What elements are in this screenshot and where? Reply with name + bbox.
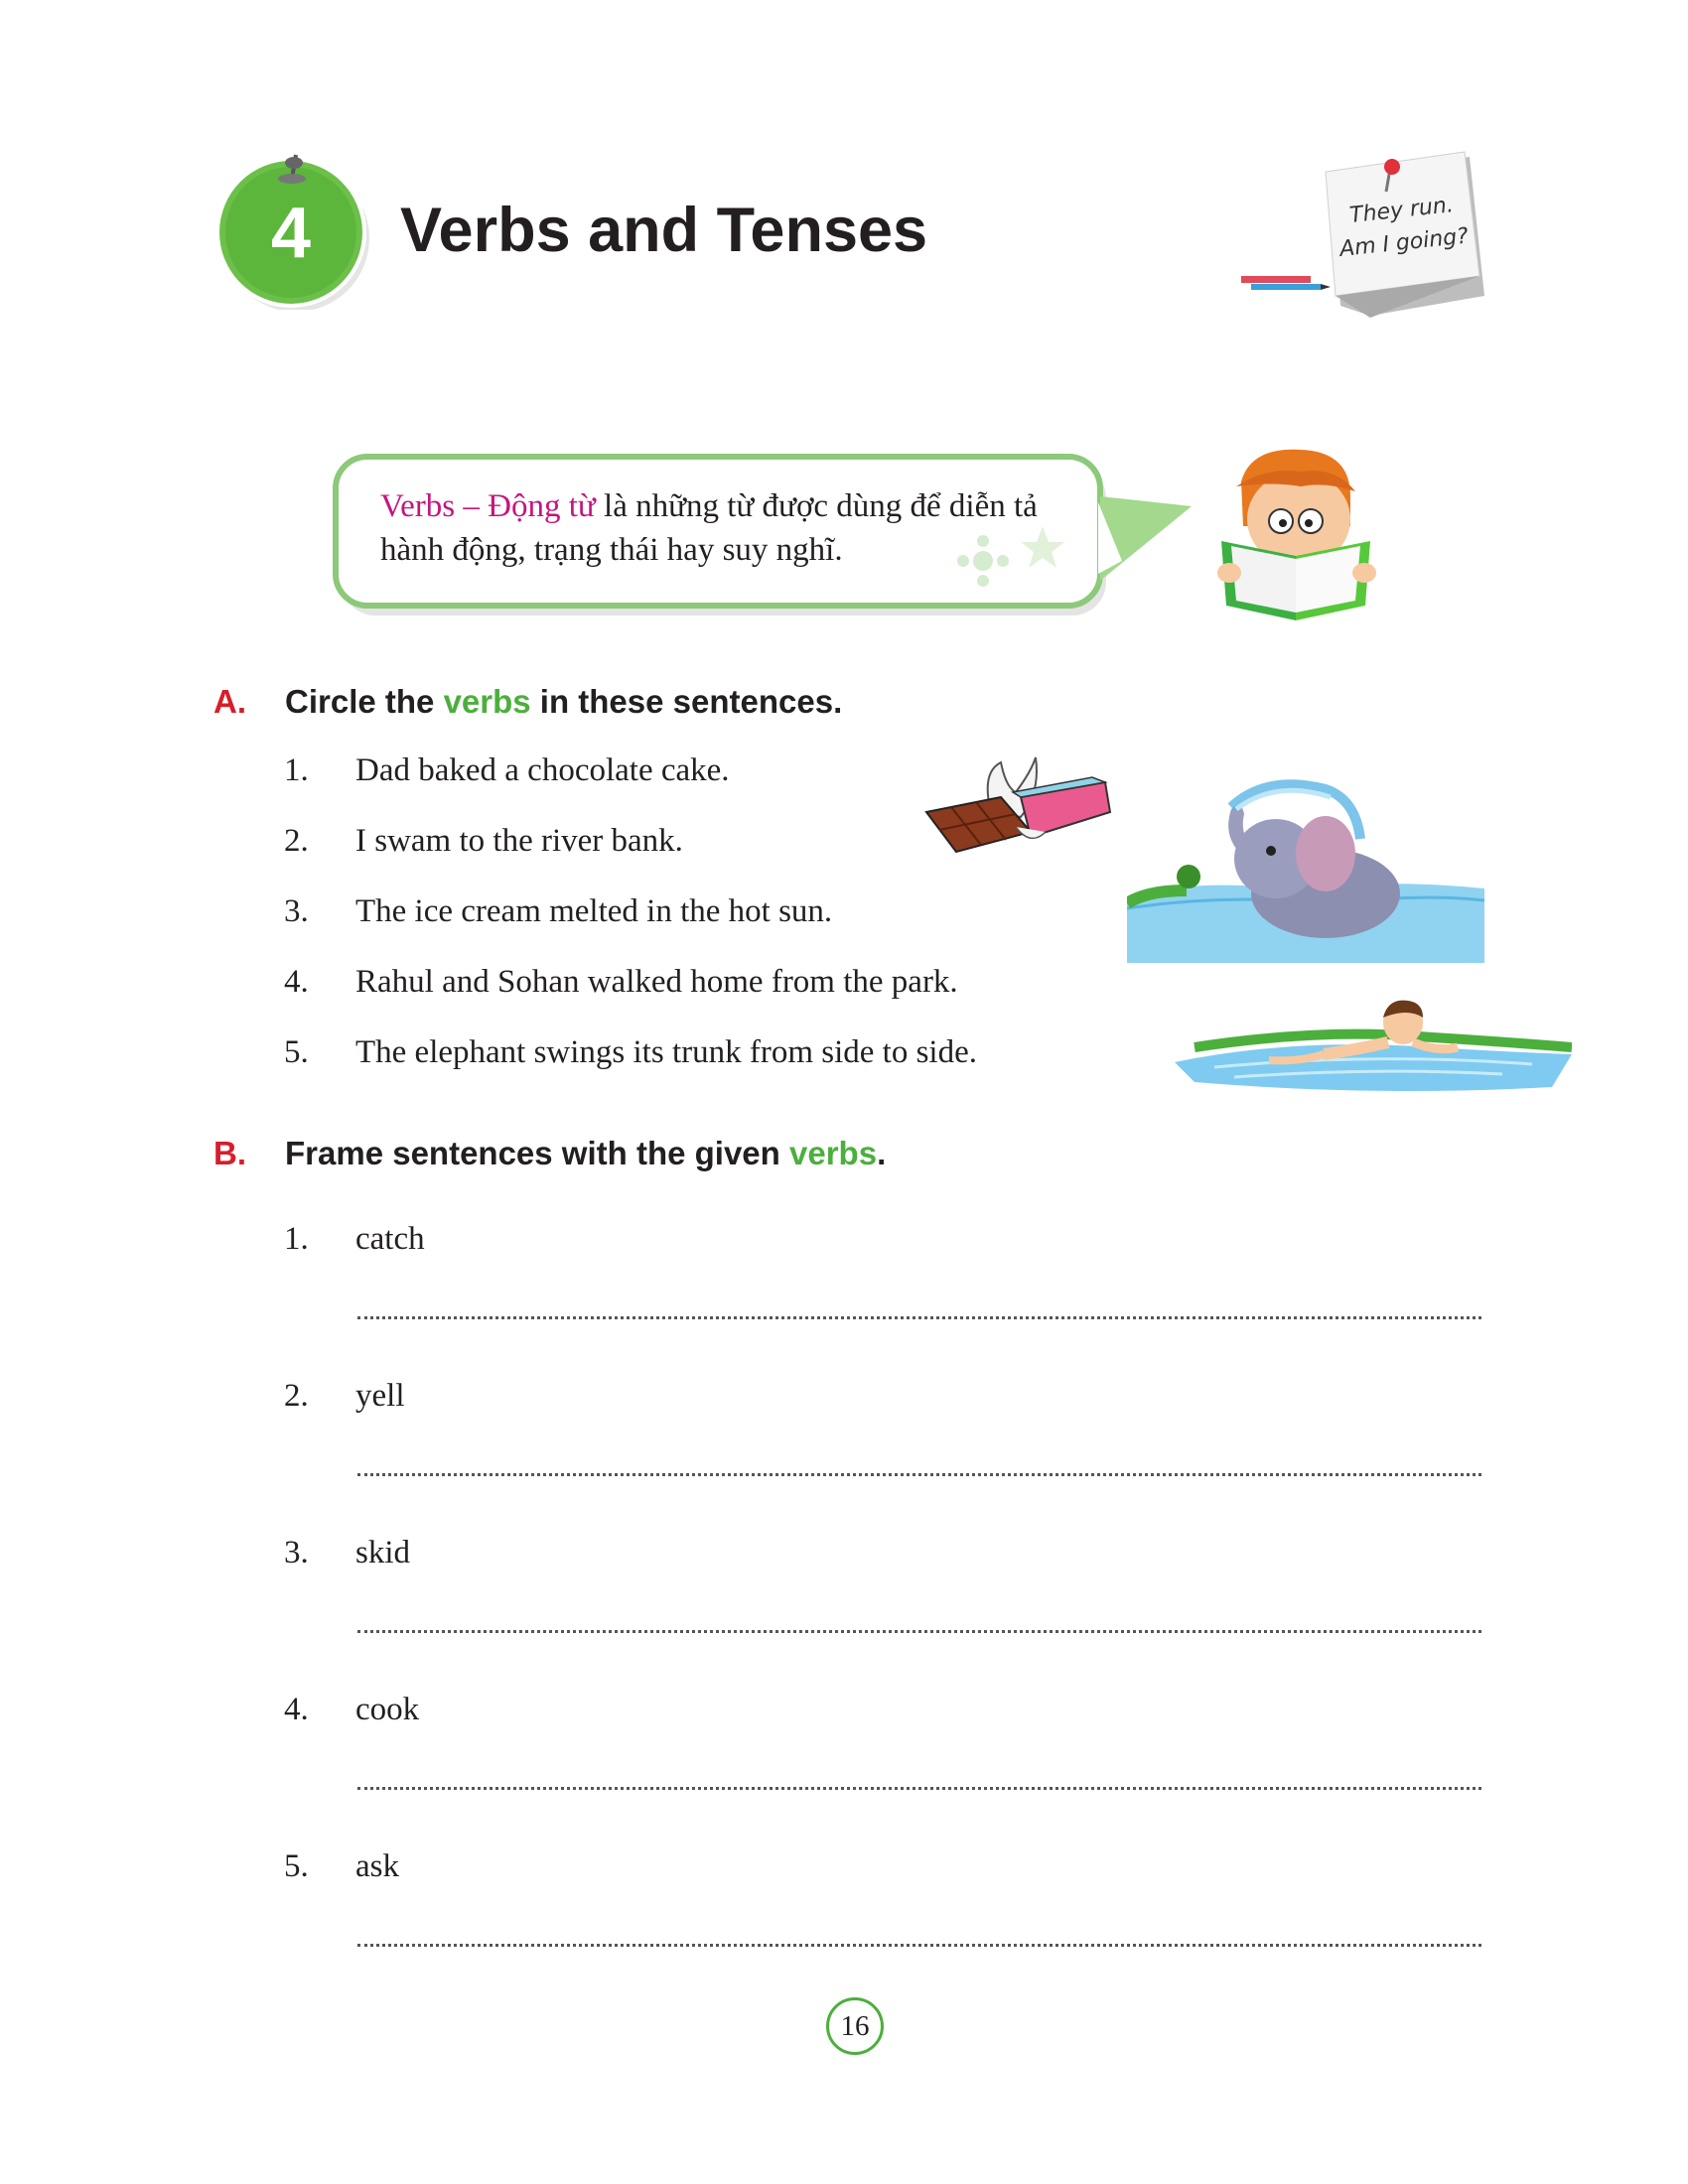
chapter-title: Verbs and Tenses bbox=[400, 196, 928, 265]
chocolate-illustration bbox=[921, 752, 1115, 862]
answer-line[interactable] bbox=[357, 1316, 1481, 1319]
sentence-text[interactable]: I swam to the river bank. bbox=[355, 823, 683, 859]
definition-body: là những từ được dùng để diễn tả hành động, trạng thái hay suy nghĩ. bbox=[380, 488, 1038, 568]
keyword-verbs: verbs bbox=[789, 1135, 878, 1171]
verb-number: 3. bbox=[284, 1535, 309, 1570]
verb-word: ask bbox=[355, 1848, 399, 1884]
verb-word: yell bbox=[355, 1378, 405, 1414]
verb-number: 4. bbox=[284, 1692, 309, 1727]
section-a-heading: Circle the verbs in these sentences. bbox=[285, 683, 843, 720]
answer-line[interactable] bbox=[357, 1787, 1481, 1790]
verb-number: 2. bbox=[284, 1378, 309, 1414]
chapter-number: 4 bbox=[270, 194, 312, 273]
sentence-number: 4. bbox=[284, 964, 309, 1000]
definition-text bbox=[380, 484, 1095, 572]
verb-word: catch bbox=[355, 1221, 425, 1257]
answer-line[interactable] bbox=[357, 1944, 1481, 1947]
keyword-verbs: verbs bbox=[443, 683, 531, 720]
sentence-text[interactable]: The ice cream melted in the hot sun. bbox=[355, 893, 833, 929]
sentence-number: 3. bbox=[284, 893, 309, 929]
sentence-number: 2. bbox=[284, 823, 309, 859]
definition-term: Verbs – Động từ bbox=[380, 488, 596, 524]
answer-line[interactable] bbox=[357, 1473, 1481, 1476]
elephant-illustration bbox=[1127, 779, 1484, 963]
sentence-text[interactable]: Dad baked a chocolate cake. bbox=[355, 752, 730, 788]
sticky-note bbox=[1241, 147, 1489, 326]
sentence-text[interactable]: The elephant swings its trunk from side to side. bbox=[355, 1034, 977, 1070]
tree-icon bbox=[1177, 865, 1200, 888]
answer-line[interactable] bbox=[357, 1630, 1481, 1633]
section-a-letter: A. bbox=[213, 683, 246, 720]
swimmer-illustration bbox=[1175, 993, 1572, 1097]
verb-word: cook bbox=[355, 1692, 420, 1727]
section-b-heading: Frame sentences with the given verbs. bbox=[285, 1135, 887, 1171]
sentence-text[interactable]: Rahul and Sohan walked home from the park. bbox=[355, 964, 958, 1000]
sentence-number: 1. bbox=[284, 752, 309, 788]
sentence-number: 5. bbox=[284, 1034, 309, 1070]
verb-number: 1. bbox=[284, 1221, 309, 1257]
chapter-number-badge bbox=[212, 153, 369, 310]
note-line-1: They run. bbox=[1348, 193, 1455, 228]
section-b-letter: B. bbox=[213, 1135, 246, 1171]
boy-reading-illustration bbox=[1211, 442, 1385, 625]
note-line-2: Am I going? bbox=[1338, 223, 1470, 262]
pencil-icon bbox=[1241, 276, 1331, 290]
page-number: 16 bbox=[826, 1997, 884, 2055]
verb-number: 5. bbox=[284, 1848, 309, 1884]
verb-word: skid bbox=[355, 1535, 411, 1570]
